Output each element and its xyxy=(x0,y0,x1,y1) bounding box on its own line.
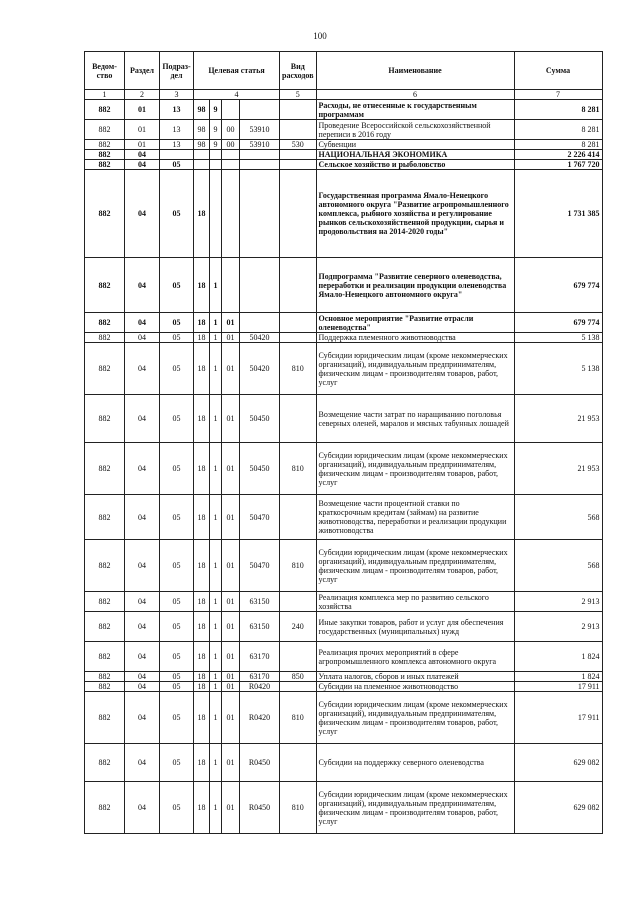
cell-razdel: 04 xyxy=(125,343,160,395)
cell-vid-raskhodov xyxy=(280,592,317,612)
cell-summa: 629 082 xyxy=(514,782,602,834)
table-row xyxy=(85,642,603,672)
cell-podrazdel: 05 xyxy=(160,443,194,495)
cell-program: 18 xyxy=(194,782,210,834)
cell-direction: 63150 xyxy=(240,612,280,642)
cell-podrazdel: 05 xyxy=(160,692,194,744)
cell-event: 00 xyxy=(222,140,240,150)
cell-vedomstvo: 882 xyxy=(85,140,125,150)
cell-direction: 53910 xyxy=(240,120,280,140)
cell-program xyxy=(194,160,210,170)
cell-vedomstvo: 882 xyxy=(85,313,125,333)
cell-razdel: 04 xyxy=(125,540,160,592)
cell-razdel: 01 xyxy=(125,140,160,150)
cell-program: 18 xyxy=(194,313,210,333)
cell-vid-raskhodov: 240 xyxy=(280,612,317,642)
header-razdel: Раздел xyxy=(125,52,160,90)
cell-podrazdel: 13 xyxy=(160,120,194,140)
cell-summa: 1 731 385 xyxy=(514,170,602,258)
table-row xyxy=(85,170,603,258)
cell-podrazdel: 05 xyxy=(160,333,194,343)
cell-direction xyxy=(240,258,280,313)
cell-summa: 629 082 xyxy=(514,744,602,782)
column-number: 1 xyxy=(85,90,125,100)
cell-summa: 679 774 xyxy=(514,313,602,333)
cell-vid-raskhodov: 810 xyxy=(280,443,317,495)
cell-summa: 21 953 xyxy=(514,395,602,443)
cell-program: 18 xyxy=(194,258,210,313)
cell-vid-raskhodov xyxy=(280,395,317,443)
table-row xyxy=(85,495,603,540)
cell-program: 98 xyxy=(194,100,210,120)
cell-direction xyxy=(240,150,280,160)
cell-razdel: 04 xyxy=(125,612,160,642)
column-number-row xyxy=(85,90,603,100)
cell-vedomstvo: 882 xyxy=(85,682,125,692)
cell-vid-raskhodov: 810 xyxy=(280,540,317,592)
cell-program: 18 xyxy=(194,395,210,443)
column-number: 2 xyxy=(125,90,160,100)
cell-program xyxy=(194,150,210,160)
cell-event: 01 xyxy=(222,540,240,592)
cell-summa: 21 953 xyxy=(514,443,602,495)
cell-direction: R0450 xyxy=(240,744,280,782)
cell-vedomstvo: 882 xyxy=(85,443,125,495)
cell-event: 01 xyxy=(222,744,240,782)
table-row xyxy=(85,592,603,612)
cell-direction: 50470 xyxy=(240,495,280,540)
cell-event: 01 xyxy=(222,672,240,682)
cell-summa: 5 138 xyxy=(514,333,602,343)
header-naimenovanie: Наименование xyxy=(316,52,514,90)
cell-direction: 50420 xyxy=(240,333,280,343)
cell-naimenovanie: Сельское хозяйство и рыболовство xyxy=(316,160,514,170)
cell-razdel: 04 xyxy=(125,313,160,333)
table-row xyxy=(85,612,603,642)
cell-podrazdel: 13 xyxy=(160,100,194,120)
cell-summa: 2 913 xyxy=(514,612,602,642)
header-row xyxy=(85,52,603,90)
cell-podrazdel: 05 xyxy=(160,258,194,313)
cell-podrazdel: 05 xyxy=(160,313,194,333)
cell-summa: 1 824 xyxy=(514,672,602,682)
cell-program: 18 xyxy=(194,682,210,692)
cell-direction: 50420 xyxy=(240,343,280,395)
cell-vedomstvo: 882 xyxy=(85,672,125,682)
table-row xyxy=(85,343,603,395)
cell-summa: 2 226 414 xyxy=(514,150,602,160)
table-row xyxy=(85,313,603,333)
cell-razdel: 04 xyxy=(125,692,160,744)
cell-naimenovanie: Возмещение части процентной ставки по краткосрочным кредитам (займам) на развитие животноводства, переработки и реализации продукции животноводства xyxy=(316,495,514,540)
table-row xyxy=(85,782,603,834)
cell-razdel: 04 xyxy=(125,395,160,443)
cell-event: 00 xyxy=(222,120,240,140)
cell-subprogram: 1 xyxy=(210,495,222,540)
cell-vid-raskhodov: 810 xyxy=(280,343,317,395)
cell-program: 18 xyxy=(194,495,210,540)
cell-summa: 17 911 xyxy=(514,692,602,744)
cell-summa: 5 138 xyxy=(514,343,602,395)
cell-direction: 63150 xyxy=(240,592,280,612)
cell-vedomstvo: 882 xyxy=(85,258,125,313)
cell-subprogram: 1 xyxy=(210,395,222,443)
cell-subprogram xyxy=(210,150,222,160)
cell-razdel: 04 xyxy=(125,160,160,170)
cell-direction xyxy=(240,313,280,333)
cell-subprogram: 9 xyxy=(210,100,222,120)
cell-summa: 17 911 xyxy=(514,682,602,692)
cell-subprogram: 1 xyxy=(210,333,222,343)
cell-podrazdel: 05 xyxy=(160,592,194,612)
cell-naimenovanie: Субсидии юридическим лицам (кроме некоммерческих организаций), индивидуальным предпринимателям, физическим лицам - производителям товаров, работ, услуг xyxy=(316,782,514,834)
cell-vedomstvo: 882 xyxy=(85,592,125,612)
cell-event: 01 xyxy=(222,592,240,612)
cell-subprogram: 1 xyxy=(210,682,222,692)
cell-vedomstvo: 882 xyxy=(85,495,125,540)
cell-naimenovanie: НАЦИОНАЛЬНАЯ ЭКОНОМИКА xyxy=(316,150,514,160)
cell-subprogram: 9 xyxy=(210,140,222,150)
cell-naimenovanie: Расходы, не отнесенные к государственным программам xyxy=(316,100,514,120)
table-row xyxy=(85,100,603,120)
cell-razdel: 04 xyxy=(125,170,160,258)
cell-vid-raskhodov xyxy=(280,313,317,333)
cell-program: 18 xyxy=(194,642,210,672)
table-body xyxy=(85,100,603,834)
table-row xyxy=(85,744,603,782)
cell-vid-raskhodov: 810 xyxy=(280,692,317,744)
cell-event: 01 xyxy=(222,642,240,672)
cell-event: 01 xyxy=(222,782,240,834)
cell-program: 18 xyxy=(194,692,210,744)
cell-direction xyxy=(240,170,280,258)
cell-direction: 63170 xyxy=(240,642,280,672)
cell-subprogram: 1 xyxy=(210,540,222,592)
cell-event: 01 xyxy=(222,612,240,642)
cell-podrazdel: 05 xyxy=(160,672,194,682)
cell-event: 01 xyxy=(222,682,240,692)
cell-summa: 1 767 720 xyxy=(514,160,602,170)
cell-vedomstvo: 882 xyxy=(85,744,125,782)
budget-table xyxy=(84,51,603,834)
cell-event: 01 xyxy=(222,395,240,443)
cell-program: 98 xyxy=(194,140,210,150)
cell-subprogram xyxy=(210,160,222,170)
table-row xyxy=(85,150,603,160)
cell-naimenovanie: Субсидии на племенное животноводство xyxy=(316,682,514,692)
cell-subprogram: 1 xyxy=(210,313,222,333)
cell-razdel: 04 xyxy=(125,744,160,782)
page-number: 100 xyxy=(313,31,327,41)
cell-razdel: 01 xyxy=(125,100,160,120)
cell-direction xyxy=(240,160,280,170)
cell-event: 01 xyxy=(222,692,240,744)
cell-vedomstvo: 882 xyxy=(85,692,125,744)
cell-event xyxy=(222,258,240,313)
cell-podrazdel: 05 xyxy=(160,744,194,782)
cell-vid-raskhodov: 850 xyxy=(280,672,317,682)
cell-direction: 50450 xyxy=(240,443,280,495)
column-number: 3 xyxy=(160,90,194,100)
header-vedomstvo: Ведом-ство xyxy=(85,52,125,90)
cell-vid-raskhodov: 810 xyxy=(280,782,317,834)
cell-vid-raskhodov xyxy=(280,120,317,140)
cell-summa: 8 281 xyxy=(514,140,602,150)
cell-program: 18 xyxy=(194,443,210,495)
cell-podrazdel: 05 xyxy=(160,782,194,834)
column-number: 7 xyxy=(514,90,602,100)
column-number: 4 xyxy=(194,90,280,100)
cell-vedomstvo: 882 xyxy=(85,540,125,592)
cell-program: 98 xyxy=(194,120,210,140)
cell-razdel: 04 xyxy=(125,495,160,540)
cell-subprogram: 9 xyxy=(210,120,222,140)
table-row xyxy=(85,540,603,592)
cell-naimenovanie: Субсидии юридическим лицам (кроме некоммерческих организаций), индивидуальным предпринимателям, физическим лицам - производителям товаров, работ, услуг xyxy=(316,692,514,744)
cell-naimenovanie: Подпрограмма "Развитие северного оленеводства, переработки и реализации продукции оленеводства Ямало-Ненецкого автономного округа" xyxy=(316,258,514,313)
cell-event: 01 xyxy=(222,313,240,333)
cell-subprogram: 1 xyxy=(210,592,222,612)
table-row xyxy=(85,672,603,682)
cell-direction: R0420 xyxy=(240,692,280,744)
table-row xyxy=(85,443,603,495)
table-row xyxy=(85,258,603,313)
cell-subprogram: 1 xyxy=(210,258,222,313)
table-row xyxy=(85,160,603,170)
header-podrazdel: Подраз-дел xyxy=(160,52,194,90)
cell-summa: 1 824 xyxy=(514,642,602,672)
cell-naimenovanie: Реализация комплекса мер по развитию сельского хозяйства xyxy=(316,592,514,612)
cell-naimenovanie: Субвенции xyxy=(316,140,514,150)
cell-vedomstvo: 882 xyxy=(85,170,125,258)
cell-vedomstvo: 882 xyxy=(85,120,125,140)
cell-podrazdel: 05 xyxy=(160,612,194,642)
header-summa: Сумма xyxy=(514,52,602,90)
cell-naimenovanie: Субсидии на поддержку северного оленеводства xyxy=(316,744,514,782)
cell-event: 01 xyxy=(222,495,240,540)
cell-razdel: 04 xyxy=(125,258,160,313)
cell-podrazdel: 05 xyxy=(160,682,194,692)
cell-subprogram: 1 xyxy=(210,343,222,395)
cell-naimenovanie: Субсидии юридическим лицам (кроме некоммерческих организаций), индивидуальным предпринимателям, физическим лицам - производителям товаров, работ, услуг xyxy=(316,443,514,495)
cell-summa: 8 281 xyxy=(514,120,602,140)
cell-summa: 8 281 xyxy=(514,100,602,120)
cell-vedomstvo: 882 xyxy=(85,100,125,120)
cell-razdel: 04 xyxy=(125,333,160,343)
table-row xyxy=(85,395,603,443)
cell-podrazdel: 05 xyxy=(160,160,194,170)
cell-program: 18 xyxy=(194,592,210,612)
cell-vedomstvo: 882 xyxy=(85,343,125,395)
cell-program: 18 xyxy=(194,540,210,592)
cell-naimenovanie: Государственная программа Ямало-Ненецкого автономного округа "Развитие агропромышленного комплекса, рыбного хозяйства и регулирование рынков сельскохозяйственной продукции, сырья и продовольствия на 2014-2020 годы" xyxy=(316,170,514,258)
cell-event: 01 xyxy=(222,343,240,395)
cell-event xyxy=(222,150,240,160)
cell-razdel: 04 xyxy=(125,642,160,672)
cell-direction xyxy=(240,100,280,120)
cell-vid-raskhodov xyxy=(280,495,317,540)
cell-naimenovanie: Проведение Всероссийской сельскохозяйственной переписи в 2016 году xyxy=(316,120,514,140)
cell-podrazdel: 05 xyxy=(160,540,194,592)
table-row xyxy=(85,682,603,692)
cell-vedomstvo: 882 xyxy=(85,395,125,443)
cell-razdel: 04 xyxy=(125,592,160,612)
cell-summa: 568 xyxy=(514,540,602,592)
cell-direction: 50450 xyxy=(240,395,280,443)
cell-naimenovanie: Поддержка племенного животноводства xyxy=(316,333,514,343)
cell-summa: 568 xyxy=(514,495,602,540)
cell-program: 18 xyxy=(194,170,210,258)
cell-podrazdel xyxy=(160,150,194,160)
column-number: 6 xyxy=(316,90,514,100)
cell-vedomstvo: 882 xyxy=(85,160,125,170)
cell-subprogram: 1 xyxy=(210,672,222,682)
cell-vid-raskhodov xyxy=(280,100,317,120)
cell-vid-raskhodov xyxy=(280,258,317,313)
header-vid-raskhodov: Вид расходов xyxy=(280,52,317,90)
cell-subprogram: 1 xyxy=(210,612,222,642)
table-row xyxy=(85,692,603,744)
cell-vid-raskhodov xyxy=(280,150,317,160)
cell-subprogram: 1 xyxy=(210,443,222,495)
cell-subprogram: 1 xyxy=(210,692,222,744)
cell-direction: 50470 xyxy=(240,540,280,592)
cell-summa: 679 774 xyxy=(514,258,602,313)
cell-podrazdel: 05 xyxy=(160,170,194,258)
cell-naimenovanie: Возмещение части затрат по наращиванию поголовья северных оленей, маралов и мясных табунных лошадей xyxy=(316,395,514,443)
cell-subprogram xyxy=(210,170,222,258)
cell-subprogram: 1 xyxy=(210,642,222,672)
cell-podrazdel: 13 xyxy=(160,140,194,150)
cell-naimenovanie: Субсидии юридическим лицам (кроме некоммерческих организаций), индивидуальным предпринимателям, физическим лицам - производителям товаров, работ, услуг xyxy=(316,540,514,592)
cell-vid-raskhodov xyxy=(280,642,317,672)
cell-razdel: 01 xyxy=(125,120,160,140)
cell-podrazdel: 05 xyxy=(160,343,194,395)
cell-vid-raskhodov xyxy=(280,682,317,692)
cell-razdel: 04 xyxy=(125,782,160,834)
cell-program: 18 xyxy=(194,343,210,395)
cell-razdel: 04 xyxy=(125,150,160,160)
cell-razdel: 04 xyxy=(125,672,160,682)
cell-vedomstvo: 882 xyxy=(85,642,125,672)
cell-vid-raskhodov: 530 xyxy=(280,140,317,150)
cell-subprogram: 1 xyxy=(210,782,222,834)
cell-podrazdel: 05 xyxy=(160,495,194,540)
cell-podrazdel: 05 xyxy=(160,395,194,443)
cell-event xyxy=(222,170,240,258)
cell-naimenovanie: Основное мероприятие "Развитие отрасли оленеводства" xyxy=(316,313,514,333)
cell-naimenovanie: Реализация прочих мероприятий в сфере агропромышленного комплекса автономного округа xyxy=(316,642,514,672)
cell-vid-raskhodov xyxy=(280,333,317,343)
cell-vid-raskhodov xyxy=(280,160,317,170)
cell-program: 18 xyxy=(194,612,210,642)
cell-program: 18 xyxy=(194,744,210,782)
cell-naimenovanie: Уплата налогов, сборов и иных платежей xyxy=(316,672,514,682)
cell-event: 01 xyxy=(222,443,240,495)
cell-naimenovanie: Субсидии юридическим лицам (кроме некоммерческих организаций), индивидуальным предпринимателям, физическим лицам - производителям товаров, работ, услуг xyxy=(316,343,514,395)
cell-vid-raskhodov xyxy=(280,744,317,782)
cell-razdel: 04 xyxy=(125,443,160,495)
header-celevaya-statya: Целевая статья xyxy=(194,52,280,90)
cell-naimenovanie: Иные закупки товаров, работ и услуг для обеспечения государственных (муниципальных) нужд xyxy=(316,612,514,642)
cell-direction: R0450 xyxy=(240,782,280,834)
cell-direction: 63170 xyxy=(240,672,280,682)
cell-program: 18 xyxy=(194,672,210,682)
table-row xyxy=(85,140,603,150)
cell-vedomstvo: 882 xyxy=(85,612,125,642)
cell-event: 01 xyxy=(222,333,240,343)
cell-program: 18 xyxy=(194,333,210,343)
cell-vedomstvo: 882 xyxy=(85,333,125,343)
cell-subprogram: 1 xyxy=(210,744,222,782)
cell-vid-raskhodov xyxy=(280,170,317,258)
cell-event xyxy=(222,100,240,120)
cell-razdel: 04 xyxy=(125,682,160,692)
cell-vedomstvo: 882 xyxy=(85,150,125,160)
cell-podrazdel: 05 xyxy=(160,642,194,672)
cell-summa: 2 913 xyxy=(514,592,602,612)
cell-vedomstvo: 882 xyxy=(85,782,125,834)
table-row xyxy=(85,120,603,140)
column-number: 5 xyxy=(280,90,317,100)
cell-event xyxy=(222,160,240,170)
cell-direction: R0420 xyxy=(240,682,280,692)
table-row xyxy=(85,333,603,343)
cell-direction: 53910 xyxy=(240,140,280,150)
